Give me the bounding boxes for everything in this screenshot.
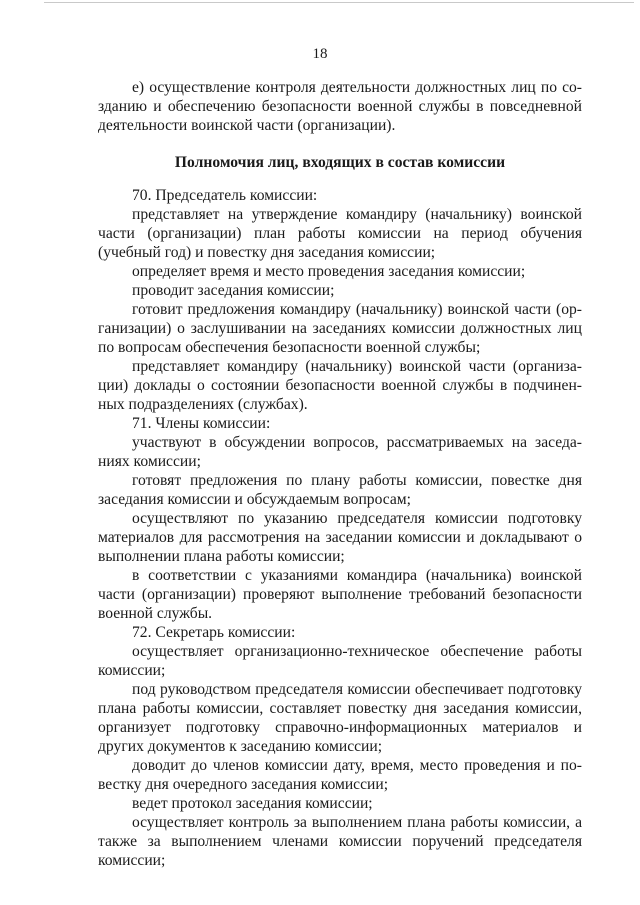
paragraph: доводит до членов комиссии дату, время, место проведения и повестку дня очередного заседания комиссии; xyxy=(98,757,582,793)
paragraph-72-title: 72. Секретарь комиссии: xyxy=(132,624,296,641)
paragraph-70-title: 70. Председатель комиссии: xyxy=(132,187,318,204)
paragraph: готовят предложения по плану работы комиссии, повестке дня заседания комиссии и обсуждаемым вопросам; xyxy=(98,472,582,508)
paragraph: проводит заседания комиссии; xyxy=(132,282,335,299)
paragraph: представляет на утверждение командиру (начальнику) воинской части (организации) план работы комиссии на период обучения (учебный год) и повестку дня заседания комиссии; xyxy=(98,206,582,261)
paragraph: готовит предложения командиру (начальнику) воинской части (организации) о заслушивании на заседаниях комиссии должностных лиц по вопросам обеспечения безопасности военной службы; xyxy=(98,301,582,356)
paragraph: в соответствии с указаниями командира (начальника) воинской части (организации) проверяют выполнение требований безопасности военной службы. xyxy=(98,567,582,622)
paragraph: осуществляют по указанию председателя комиссии подготовку материалов для рассмотрения на заседании комиссии и докладывают о выполнении плана работы комиссии; xyxy=(98,510,582,565)
section-heading: Полномочия лиц, входящих в состав комиссии xyxy=(174,154,506,171)
paragraph-71-title: 71. Члены комиссии: xyxy=(132,415,271,432)
paragraph: под руководством председателя комиссии обеспечивает подготовку плана работы комиссии, составляет повестку дня заседания комиссии, организует подготовку справочно-информационных материалов и других документов к заседанию комиссии; xyxy=(98,681,582,755)
paragraph: ведет протокол заседания комиссии; xyxy=(132,795,373,812)
scan-edge-line xyxy=(44,2,634,3)
paragraph: осуществляет контроль за выполнением плана работы комиссии, а также за выполнением членами комиссии поручений председателя комиссии; xyxy=(98,814,582,869)
document-body xyxy=(98,78,582,870)
paragraph: осуществляет организационно-техническое обеспечение работы комиссии; xyxy=(98,643,582,679)
paragraph: определяет время и место проведения заседания комиссии; xyxy=(132,263,526,280)
intro-paragraph: е) осуществление контроля деятельности должностных лиц по созданию и обеспечению безопасности военной службы в повседневной деятельности воинской части (организации). xyxy=(98,79,582,134)
paragraph: представляет командиру (начальнику) воинской части (организации) доклады о состоянии безопасности военной службы в подчиненных подразделениях (службах). xyxy=(98,358,582,413)
paragraph: участвуют в обсуждении вопросов, рассматриваемых на заседаниях комиссии; xyxy=(98,434,582,470)
page-number: 18 xyxy=(312,46,328,62)
